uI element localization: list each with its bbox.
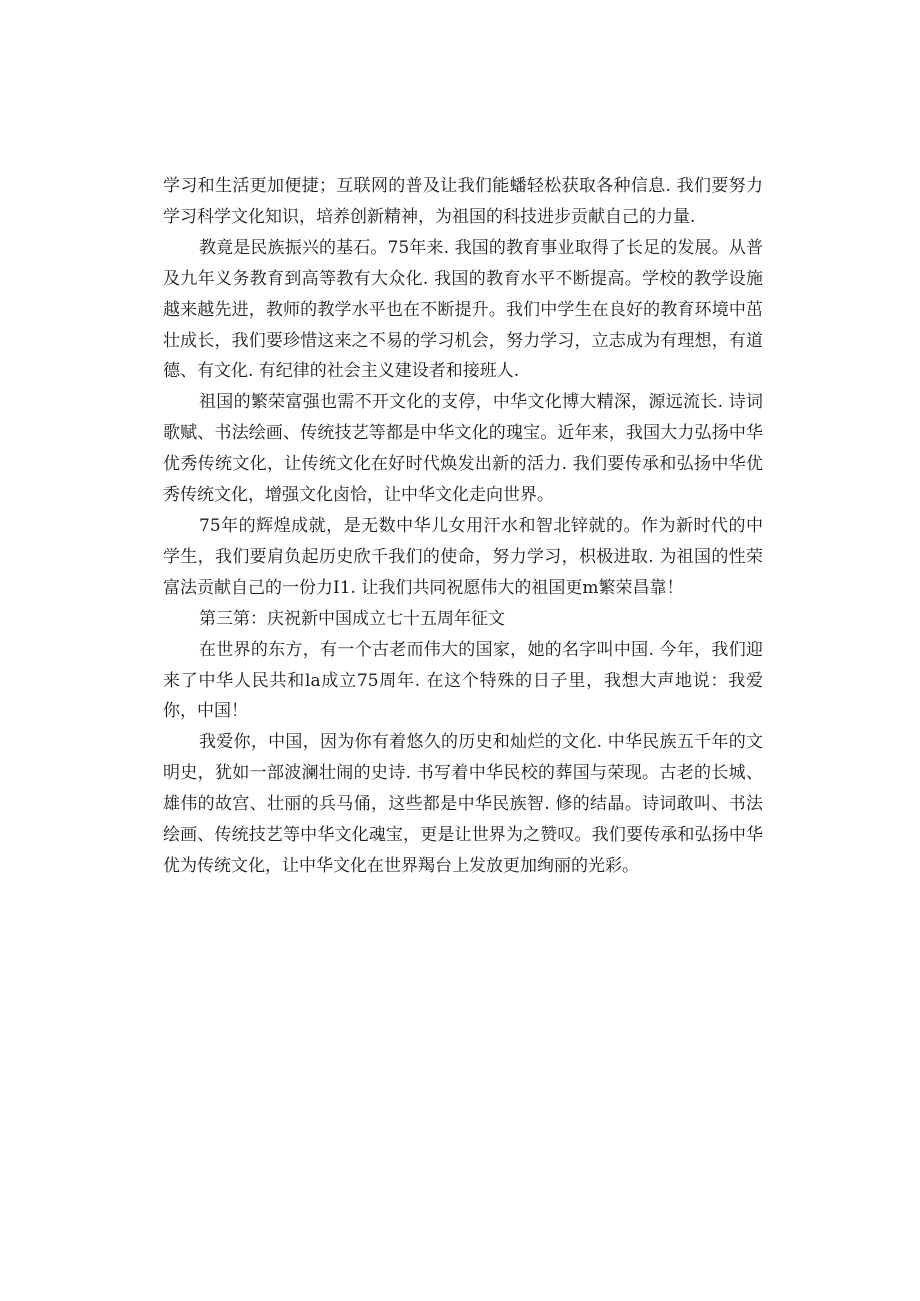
paragraph-intro: 在世界的东方，有一个古老而伟大的国家，她的名字叫中国. 今年，我们迎来了中华人民共和la成立75周年. 在这个特殊的日子里，我想大声地说：我爱你，中国！ — [163, 639, 763, 722]
section-heading: 第三第：庆祝新中国成立七十五周年征文 — [199, 608, 505, 629]
paragraph-culture: 祖国的繁荣富强也需不开文化的支停，中华文化博大精深，源远流长. 诗词歌赋、书法绘画、传统技艺等都是中华文化的瑰宝。近年来，我国大力弘扬中华优秀传统文化，让传统文化在好时代焕发出新的活力. 我们要传承和弘扬中华优秀传统文化，增强文化卤恰，让中华文化走向世界。 — [163, 392, 763, 506]
paragraph-tech: 学习和生活更加便捷；互联网的普及让我们能蟠轻松获取各种信息. 我们要努力学习科学文化知识，培养创新精神，为祖国的科技进步贡献自己的力量. — [163, 176, 763, 227]
document-body — [163, 171, 763, 882]
paragraph-achievements: 75年的辉煌成就，是无数中华儿女用汗水和智北锌就的。作为新时代的中学生，我们要肩负起历史欣千我们的使命，努力学习，枳极进取. 为祖国的性荣富法贡献自己的一份力I1. 让我们共同祝愿伟大的祖国更m繁荣昌靠！ — [163, 515, 763, 598]
paragraph-history: 我爱你，中国，因为你有着悠久的历史和灿烂的文化. 中华民族五千年的文明史，犹如一部波澜壮闹的史诗. 书写着中华民校的葬国与荣现。古老的长城、雄伟的故宫、壮丽的兵马俑，这些都是中华民族智. 修的结晶。诗词敢叫、书法绘画、传统技艺等中华文化魂宝，更是让世界为之赞叹。我们要传承和弘扬中华优为传统文化，让中华文化在世界羯台上发放更加绚丽的光彩。 — [163, 732, 763, 876]
paragraph-education: 教竟是民族振兴的基石。75年来. 我国的教育事业取得了长足的发展。从普及九年义务教育到高等教有大众化. 我国的教育水平不断提高。学校的教学设施越来越先进，教师的教学水平也在不断提升。我们中学生在良好的教育环境中茁壮成长，我们要珍惜这来之不易的学习机会，努力学习，立志成为有理想，有道德、有文化. 有纪律的社会主义建设者和接班人. — [163, 237, 763, 382]
